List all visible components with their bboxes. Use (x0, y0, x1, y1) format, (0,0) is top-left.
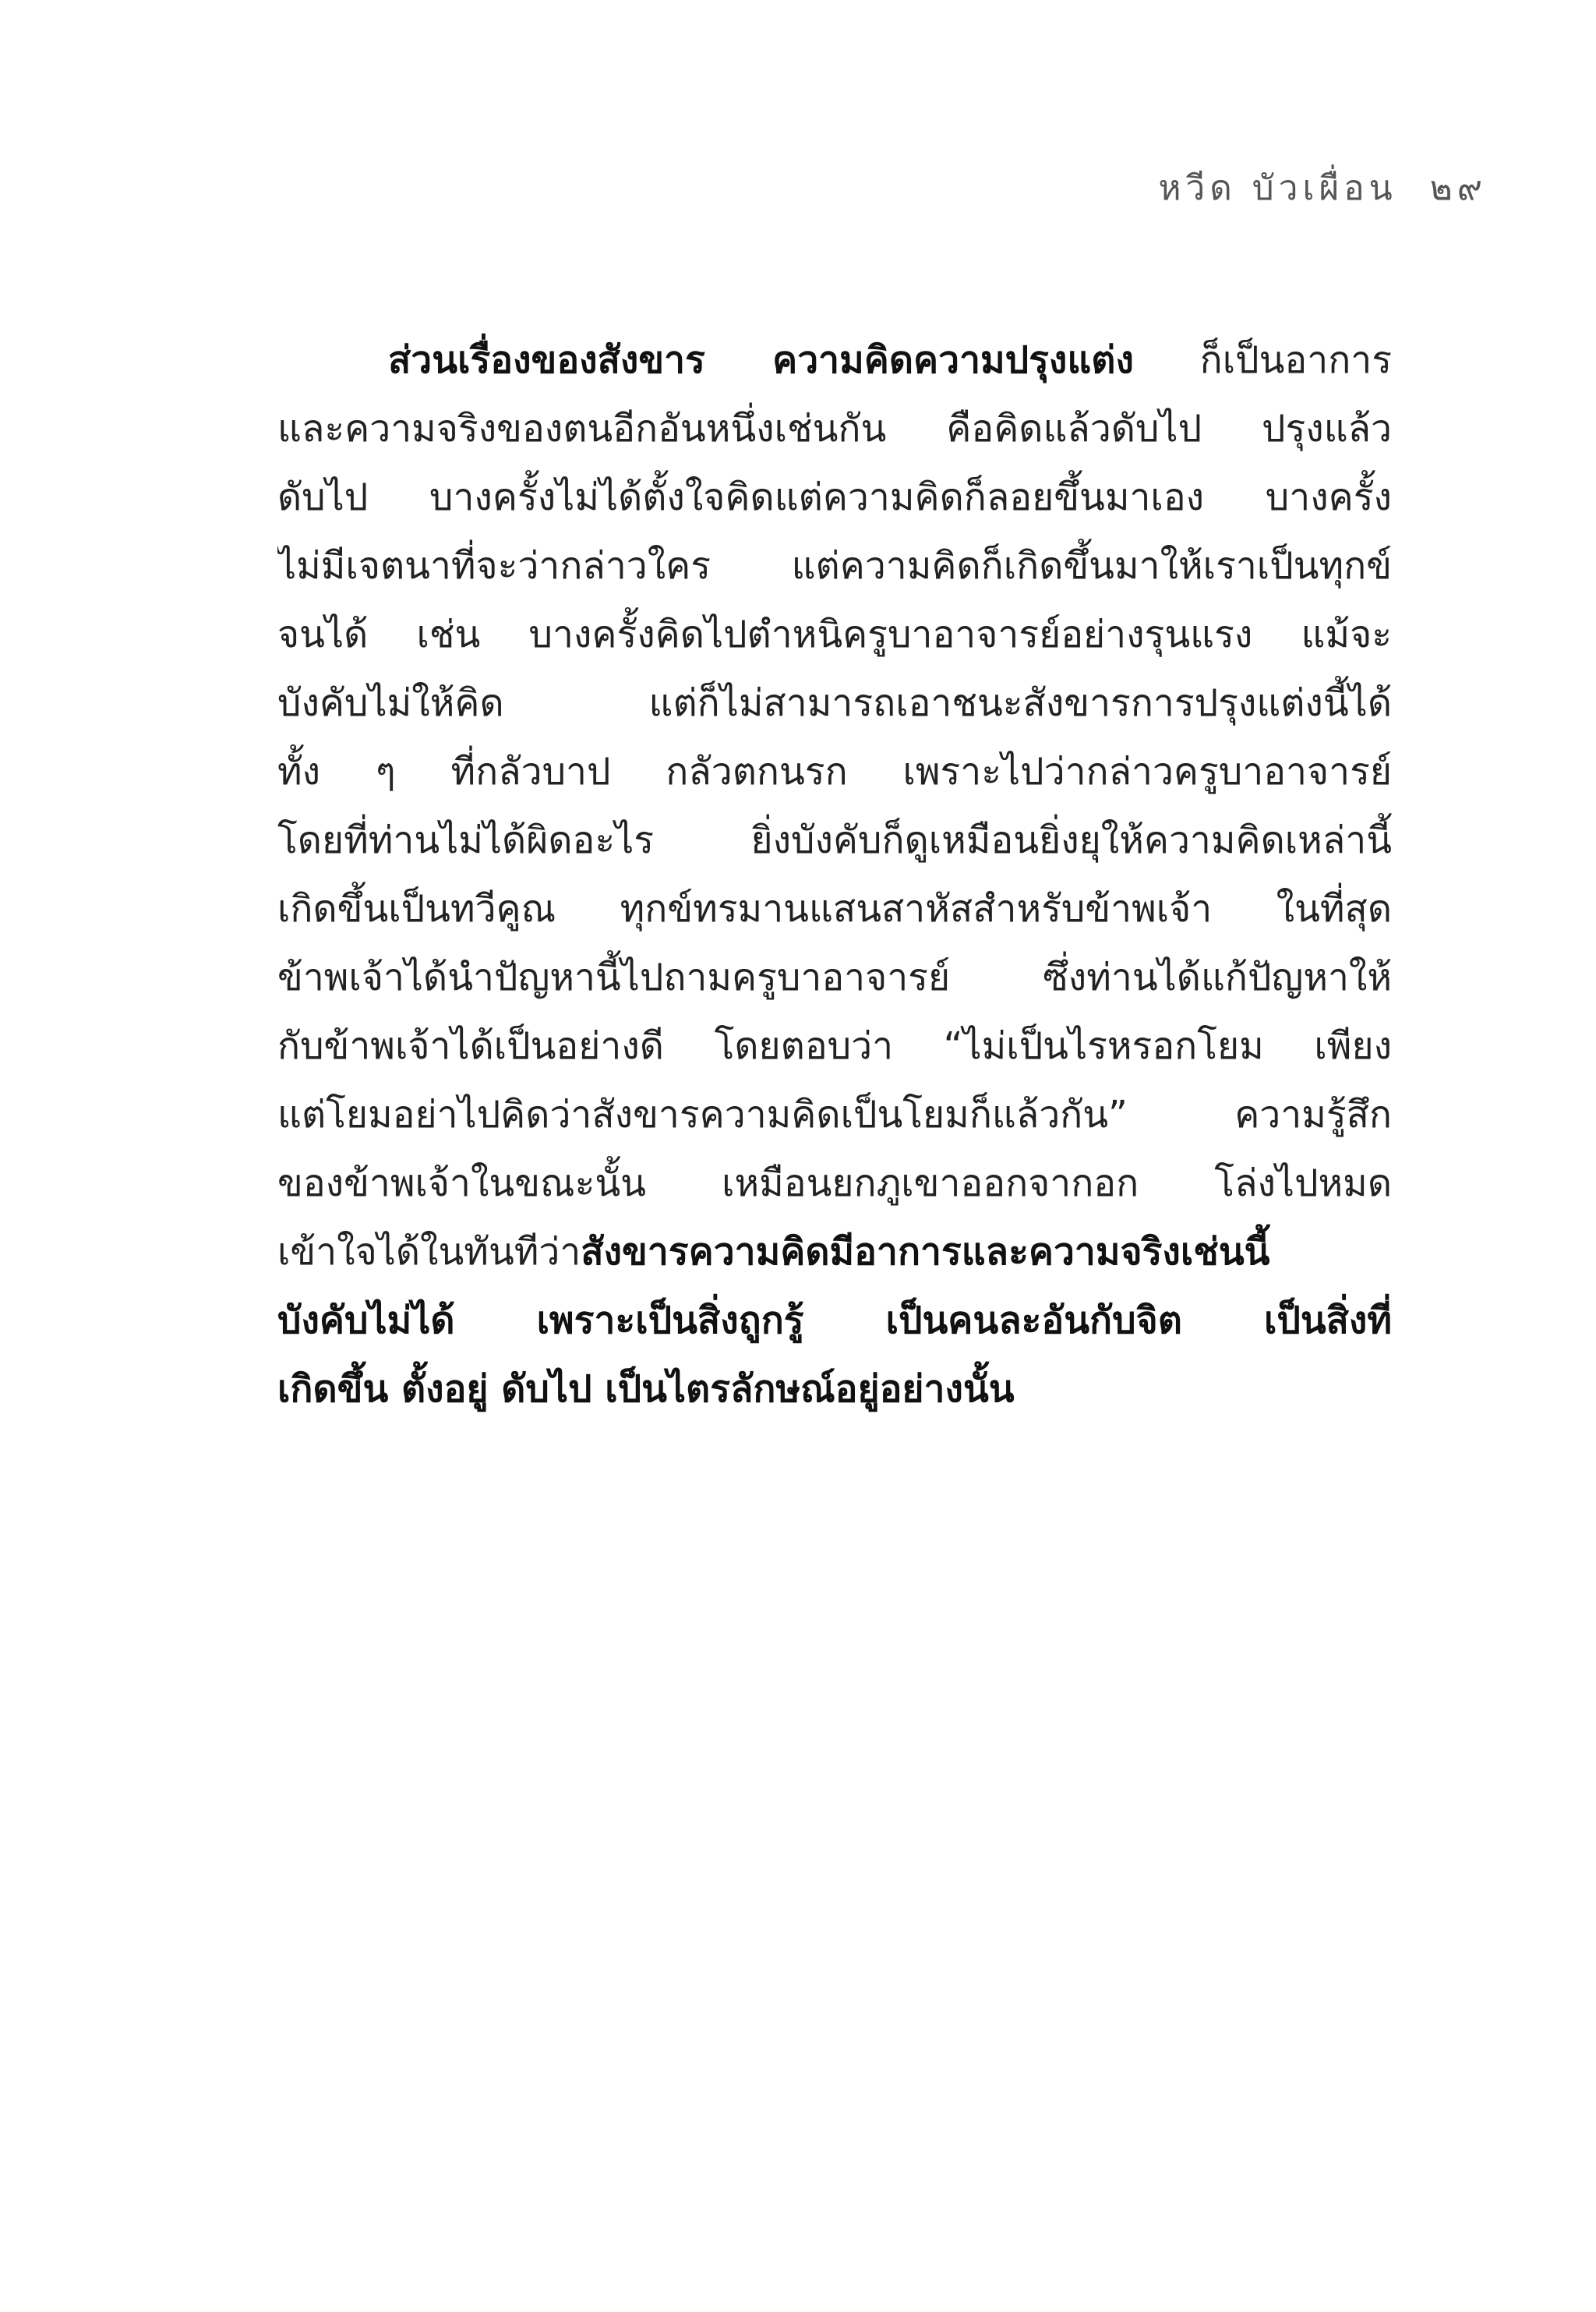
header-author: หวีด บัวเผื่อน (1158, 168, 1397, 208)
text-line-13: ของข้าพเจ้าในขณะนั้น เหมือนยกภูเขาออกจากอก โล่งไปหมด (277, 1161, 1392, 1205)
running-header (1142, 161, 1487, 215)
text-line-11: กับข้าพเจ้าได้เป็นอย่างดี โดยตอบว่า “ไม่เป็นไรหรอกโยม เพียง (277, 1024, 1392, 1068)
bold-phrase-1: ส่วนเรื่องของสังขาร ความคิดความปรุงแต่ง (388, 338, 1134, 382)
text-line-15: บังคับไม่ได้ เพราะเป็นสิ่งถูกรู้ เป็นคนละอันกับจิต เป็นสิ่งที่ (277, 1299, 1392, 1342)
bold-phrase-2: สังขารความคิดมีอาการและความจริงเช่นนี้ (581, 1230, 1270, 1274)
line-1-rest: ก็เป็นอาการ (1133, 338, 1392, 382)
text-line-12: แต่โยมอย่าไปคิดว่าสังขารความคิดเป็นโยมก็แล้วกัน” ความรู้สึก (277, 1093, 1392, 1137)
text-line-8: โดยที่ท่านไม่ได้ผิดอะไร ยิ่งบังคับก็ดูเหมือนยิ่งยุให้ความคิดเหล่านี้ (277, 818, 1392, 862)
line-14-plain: เข้าใจได้ในทันทีว่า (277, 1230, 581, 1274)
text-line-1 (277, 326, 1392, 394)
text-line-9: เกิดขึ้นเป็นทวีคูณ ทุกข์ทรมานแสนสาหัสสำหรับข้าพเจ้า ในที่สุด (277, 887, 1392, 931)
text-line-14 (277, 1218, 1392, 1286)
text-line-4: ไม่มีเจตนาที่จะว่ากล่าวใคร แต่ความคิดก็เกิดขึ้นมาให้เราเป็นทุกข์ (277, 544, 1392, 588)
body-paragraph (277, 326, 1392, 1423)
page-number: ๒๙ (1429, 168, 1487, 208)
text-line-7: ทั้ง ๆ ที่กลัวบาป กลัวตกนรก เพราะไปว่ากล่าวครูบาอาจารย์ (277, 750, 1392, 794)
text-line-6: บังคับไม่ให้คิด แต่ก็ไม่สามารถเอาชนะสังขารการปรุงแต่งนี้ได้ (277, 681, 1392, 725)
text-line-16: เกิดขึ้น ตั้งอยู่ ดับไป เป็นไตรลักษณ์อยู่อย่างนั้น (277, 1367, 1015, 1411)
text-line-10: ข้าพเจ้าได้นำปัญหานี้ไปถามครูบาอาจารย์ ซึ่งท่านได้แก้ปัญหาให้ (277, 956, 1392, 999)
text-line-3: ดับไป บางครั้งไม่ได้ตั้งใจคิดแต่ความคิดก็ลอยขึ้นมาเอง บางครั้ง (277, 475, 1392, 519)
text-line-2: และความจริงของตนอีกอันหนึ่งเช่นกัน คือคิดแล้วดับไป ปรุงแล้ว (277, 407, 1392, 451)
text-line-5: จนได้ เช่น บางครั้งคิดไปตำหนิครูบาอาจารย์อย่างรุนแรง แม้จะ (277, 613, 1392, 656)
